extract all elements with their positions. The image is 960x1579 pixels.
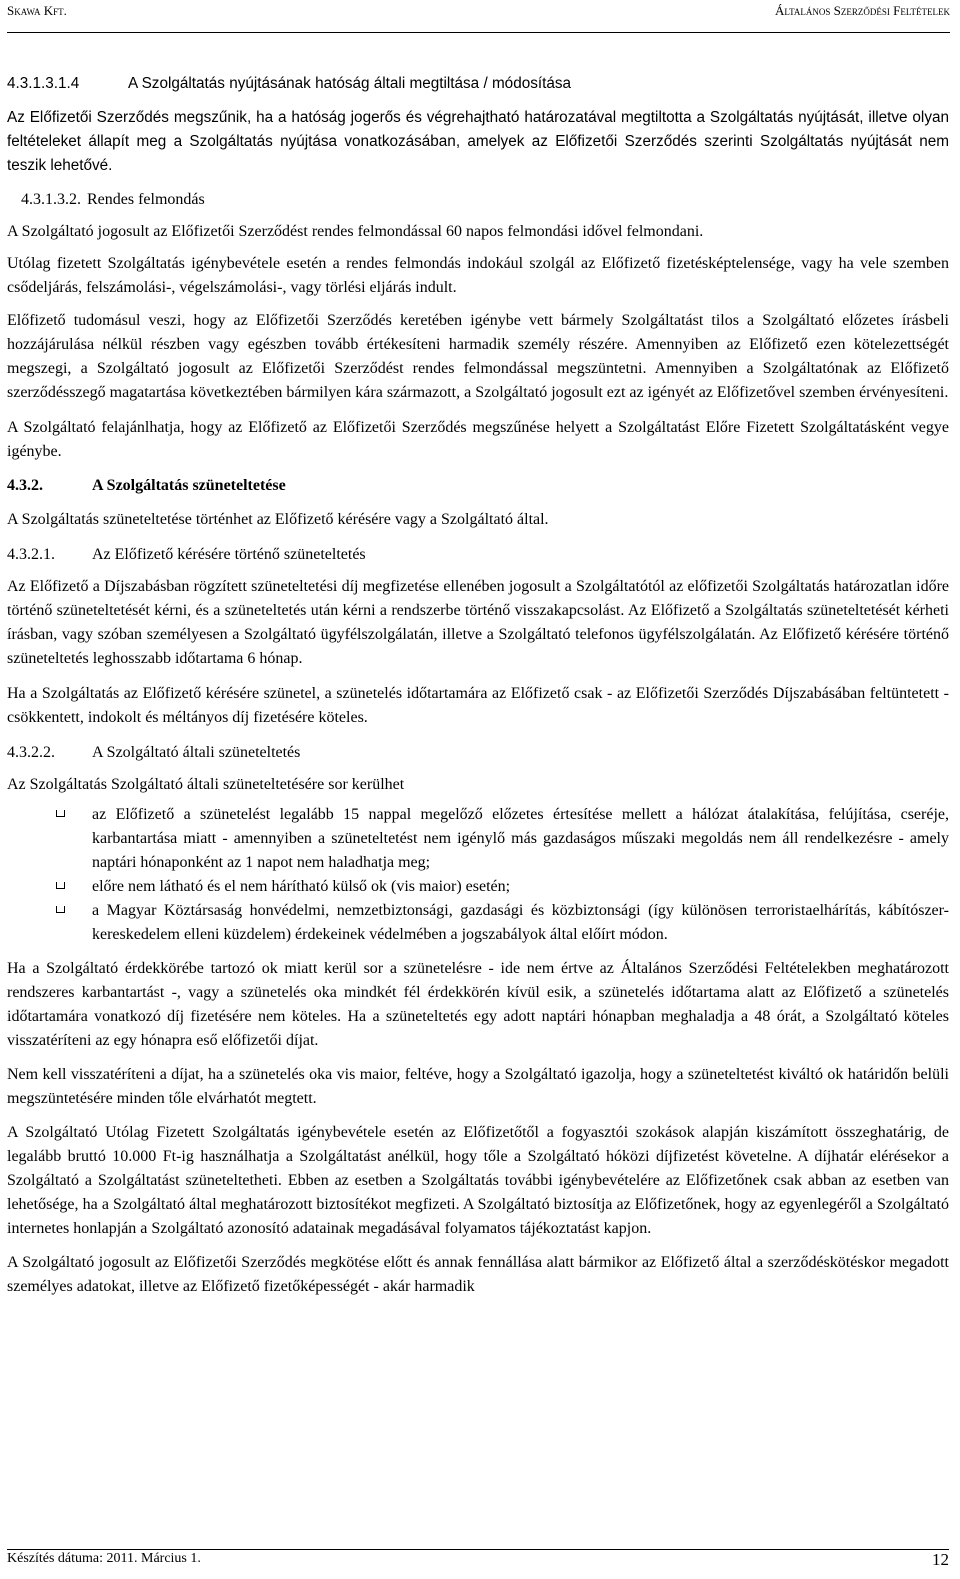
paragraph: Utólag fizetett Szolgáltatás igénybevétele esetén a rendes felmondás indokául szolgál az Előfizető fizetésképtelensége, vagy ha vele szemben csődeljárás, felszámolási-, végelszámolási-, vagy törlési eljárás indult. — [7, 255, 949, 296]
section-title: Az Előfizető kérésére történő szüneteltetés — [92, 546, 366, 563]
page-header — [7, 0, 950, 33]
list-item-text: az Előfizető a szünetelést legalább 15 nappal megelőző előzetes értesítése mellett a hálózat átalakítása, felújítása, cseréje, karbantartása miatt - amennyiben a szüneteltetést nem igénylő más gazdaságos műszaki megoldás nem áll rendelkezésre - amely naptári hónaponként az 1 napot nem haladhatja meg; — [92, 806, 949, 871]
paragraph: Ha a Szolgáltató érdekkörébe tartozó ok miatt kerül sor a szünetelésre - ide nem értve az Általános Szerződési Feltételekben meghatározott rendszeres karbantartást -, vagy a szünetelés oka mindkét fél érdekkörén kívül esik, a szünetelés időtartama alatt az Előfizető a szünetelés időtartamára vonatkozó díj fizetésére nem köteles. Ha a szüneteltetés egy adott naptári hónapban meghaladja a 48 órát, a Szolgáltató köteles visszatéríteni az egy hónapra eső előfizetői díjat. — [7, 960, 949, 1049]
section-number: 4.3.2. — [7, 477, 43, 494]
section-heading — [7, 543, 949, 567]
section-number: 4.3.2.2. — [7, 744, 55, 761]
section-number: 4.3.1.3.1.4 — [7, 75, 80, 92]
paragraph: A Szolgáltató Utólag Fizetett Szolgáltatás igénybevétele esetén az Előfizetőtől a fogyasztói szokások alapján kiszámított összeghatárig, de legalább bruttó 10.000 Ft-ig használhatja a Szolgáltatást anélkül, hogy tőle a Szolgáltató hóközi díjfizetést követelne. A díjhatár elérésekor a Szolgáltató a Szolgáltatást szüneteltetheti. Ebben az esetben a Szolgáltatás további igénybevételére az Előfizetőnek csak abban az esetben van lehetősége, ha a Szolgáltató által meghatározott biztosítékot megfizeti. A Szolgáltató biztosítja az Előfizetőnek, hogy az egyenlegéről a Szolgáltató internetes honlapján a Szolgáltató azonosító adatainak megadásával folyamatos tájékoztatást kapjon. — [7, 1124, 949, 1237]
paragraph: Nem kell visszatéríteni a díjat, ha a szünetelés oka vis maior, feltéve, hogy a Szolgáltató igazolja, hogy a szüneteltetést kiváltó ok határidőn belüli megszüntetésére minden tőle elvárhatót megtett. — [7, 1066, 949, 1107]
section-heading — [7, 72, 949, 96]
section-heading — [7, 741, 949, 765]
square-bullet-icon — [56, 810, 65, 817]
section-heading — [7, 188, 949, 212]
paragraph: A Szolgáltató jogosult az Előfizetői Szerződés megkötése előtt és annak fennállása alatt bármikor az Előfizető által a szerződéskötéskor megadott személyes adatokat, illetve az Előfizető fizetőképességét - akár harmadik — [7, 1254, 949, 1295]
list-item-text: előre nem látható és el nem hárítható külső ok (vis maior) esetén; — [92, 878, 511, 895]
paragraph: A Szolgáltatás szüneteltetése történhet az Előfizető kérésére vagy a Szolgáltató által. — [7, 511, 549, 528]
paragraph: Előfizető tudomásul veszi, hogy az Előfizetői Szerződés keretében igénybe vett bármely Szolgáltatást tilos a Szolgáltató előzetes írásbeli hozzájárulása nélkül részben vagy egészben tovább értékesíteni harmadik személy részére. Amennyiben az Előfizető ezen kötelezettségét megszegi, a Szolgáltató jogosult az Előfizetői Szerződést rendes felmondással megszüntetni. Amennyiben a Szolgáltatónak az Előfizető szerződésszegő magatartása következtében bármilyen kára származott, a Szolgáltató jogosult ezt az igényét az Előfizetővel szemben érvényesíteni. — [7, 312, 949, 401]
paragraph: Az Szolgáltatás Szolgáltató általi szüneteltetésére sor kerülhet — [7, 776, 405, 793]
section-title: A Szolgáltató általi szüneteltetés — [92, 744, 301, 761]
bullet-list — [7, 803, 949, 947]
section-title: Rendes felmondás — [87, 191, 205, 208]
section-4-3-2-1 — [7, 543, 949, 730]
list-item — [7, 875, 949, 899]
header-doc-title: Általános Szerződési Feltételek — [775, 3, 950, 18]
section-number: 4.3.1.3.2. — [21, 191, 81, 208]
section-4-3-2-2 — [7, 741, 949, 1299]
section-4-3-2 — [7, 474, 949, 532]
section-title: A Szolgáltatás szüneteltetése — [92, 477, 286, 494]
footer-date: Készítés dátuma: 2011. Március 1. — [7, 1551, 201, 1566]
section-number: 4.3.2.1. — [7, 546, 55, 563]
list-item — [7, 803, 949, 875]
header-company: Skawa Kft. — [7, 3, 67, 18]
page-footer — [7, 1549, 949, 1569]
paragraph: Az Előfizető a Díjszabásban rögzített szüneteltetési díj megfizetése ellenében jogosult a Szolgáltatótól az előfizetői Szolgáltatás határozatlan időre történő szüneteltetését kérni, és a szüneteltetés után kérni a rendszerbe történő visszakapcsolást. Az Előfizető a Szolgáltatás szüneteltetését kérheti írásban, vagy szóban személyesen a Szolgáltató ügyfélszolgálatán, illetve a Szolgáltató telefonos ügyfélszolgálatán. Az Előfizető kérésére történő szüneteltetés leghosszabb időtartama 6 hónap. — [7, 578, 949, 667]
square-bullet-icon — [56, 906, 65, 913]
paragraph: Ha a Szolgáltatás az Előfizető kérésére szünetel, a szünetelés időtartamára az Előfizető csak - az Előfizetői Szerződés Díjszabásában feltüntetett - csökkentett, indokolt és méltányos díj fizetésére köteles. — [7, 685, 949, 726]
list-item — [7, 899, 949, 947]
section-title: A Szolgáltatás nyújtásának hatóság általi megtiltása / módosítása — [128, 75, 572, 92]
paragraph: A Szolgáltató jogosult az Előfizetői Szerződést rendes felmondással 60 napos felmondási idővel felmondani. — [7, 223, 704, 240]
square-bullet-icon — [56, 882, 65, 889]
paragraph: A Szolgáltató felajánlhatja, hogy az Előfizető az Előfizetői Szerződés megszűnése helyett a Szolgáltatást Előre Fizetett Szolgáltatásként vegye igénybe. — [7, 419, 949, 460]
section-4-3-1-3-2 — [7, 188, 949, 464]
list-item-text: a Magyar Köztársaság honvédelmi, nemzetbiztonsági, gazdasági és közbiztonsági (így különösen terroristaelhárítás, kábítószer-kereskedelem elleni küzdelem) érdekeinek védelmében a jogszabályok által előírt módon. — [92, 902, 949, 943]
section-heading — [7, 474, 949, 498]
section-4-3-1-3-1-4 — [7, 72, 949, 178]
document-body — [7, 72, 949, 1299]
page-number: 12 — [932, 1550, 949, 1569]
paragraph: Az Előfizetői Szerződés megszűnik, ha a hatóság jogerős és végrehajtható határozatával megtiltotta a Szolgáltatás nyújtását, illetve olyan feltételeket állapít meg a Szolgáltatás nyújtása vonatkozásában, amelyek az Előfizetői Szerződés szerinti Szolgáltatás nyújtását nem teszik lehetővé. — [7, 109, 949, 174]
